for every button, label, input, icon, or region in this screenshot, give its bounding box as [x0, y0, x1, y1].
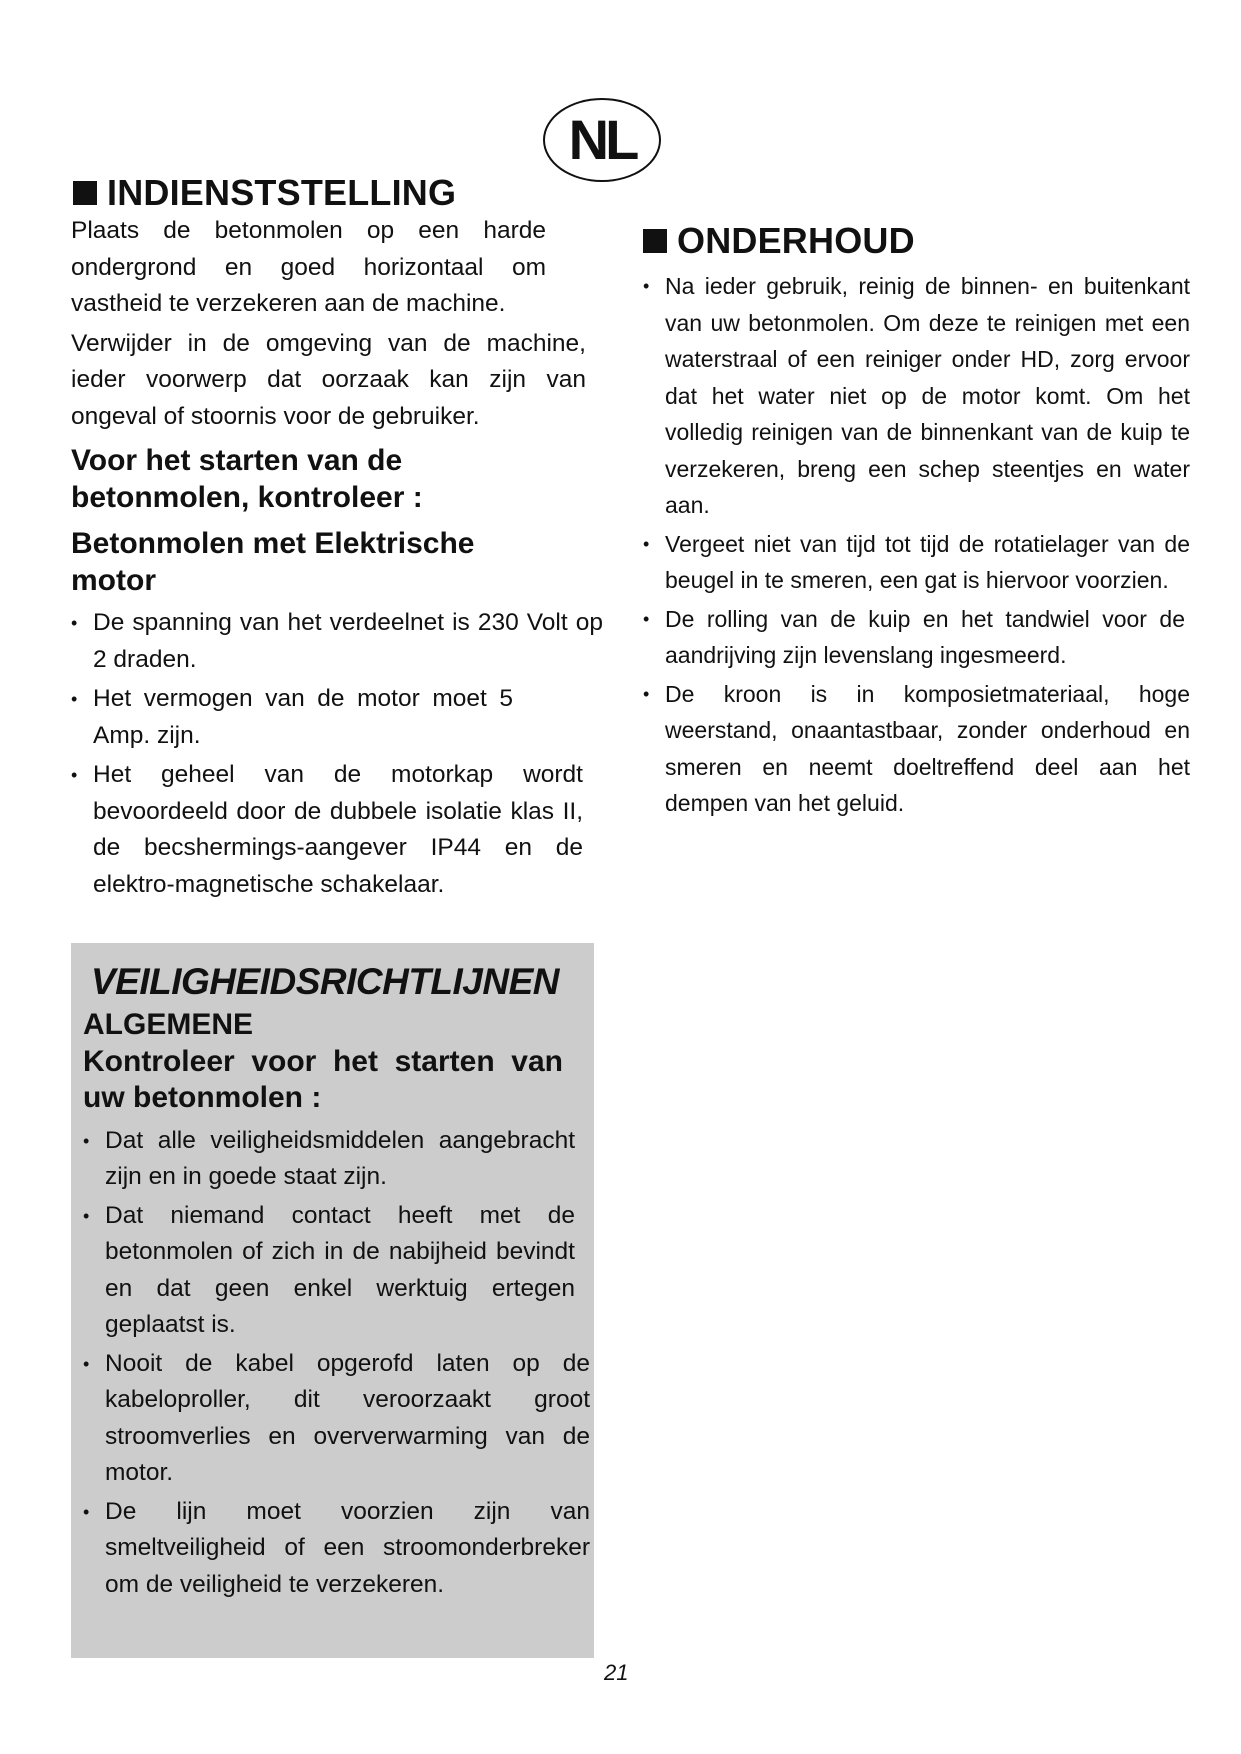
square-bullet-icon: [73, 181, 97, 205]
bullet-item: • Nooit de kabel opgerofd laten op de kabeloproller, dit veroorzaakt groot stroomverlies en oververwarming van de motor.: [83, 1349, 590, 1486]
bullet-item: • De lijn moet voorzien zijn van smeltveiligheid of een stroomonderbreker om de veiligheid te verzekeren.: [83, 1497, 590, 1598]
square-bullet-icon: [643, 229, 667, 253]
safety-title: VEILIGHEIDSRICHTLIJNEN: [91, 961, 559, 1002]
right-column: [643, 268, 1190, 822]
bullet-item: • Dat niemand contact heeft met de betonmolen of zich in de nabijheid bevindt en dat geen enkel werktuig ertegen geplaatst is.: [83, 1201, 575, 1338]
bullet-item: • Dat alle veiligheidsmiddelen aangebracht zijn en in goede staat zijn.: [83, 1126, 575, 1190]
bullet-item: • Vergeet niet van tijd tot tijd de rotatielager van de beugel in te smeren, een gat is hiervoor voorzien.: [643, 530, 1190, 593]
bullet-item: • Na ieder gebruik, reinig de binnen- en buitenkant van uw betonmolen. Om deze te reinigen met een waterstraal of een reiniger onder HD, zorg ervoor dat het water niet op de motor komt. Om het volledig reinigen van de binnenkant van de kuip te verzekeren, breng een schep steentjes en water aan.: [643, 273, 1190, 518]
left-column: [71, 213, 601, 903]
bullet-item: • De rolling van de kuip en het tandwiel voor de aandrijving zijn levenslang ingesmeerd.: [643, 605, 1185, 668]
paragraph: Verwijder in de omgeving van de machine, ieder voorwerp dat oorzaak kan zijn van ongeval of stoornis voor de gebruiker.: [71, 329, 586, 430]
safety-subtitle: ALGEMENE: [83, 1008, 254, 1041]
safety-intro: Kontroleer voor het starten van uw betonmolen :: [83, 1044, 563, 1114]
page-number: 21: [604, 1660, 629, 1685]
paragraph: Plaats de betonmolen op een harde ondergrond en goed horizontaal om vastheid te verzekeren aan de machine.: [71, 217, 546, 317]
heading-onderhoud: [643, 220, 915, 262]
heading-text: INDIENSTSTELLING: [107, 172, 457, 213]
safety-box: [71, 943, 594, 1658]
bullet-item: • De spanning van het verdeelnet is 230 Volt op 2 draden.: [71, 609, 603, 673]
heading-indienststelling: [73, 172, 456, 214]
subheading: Betonmolen met Elektrische motor: [71, 527, 475, 597]
bullet-item: • Het vermogen van de motor moet 5 Amp. zijn.: [71, 685, 513, 749]
heading-text: ONDERHOUD: [677, 220, 915, 261]
subheading: Voor het starten van de betonmolen, kontroleer :: [71, 444, 423, 514]
language-badge: NL: [543, 98, 661, 182]
bullet-item: • Het geheel van de motorkap wordt bevoordeeld door de dubbele isolatie klas II, de becshermings-aangever IP44 en de elektro-magnetische schakelaar.: [71, 761, 583, 898]
bullet-item: • De kroon is in komposietmateriaal, hoge weerstand, onaantastbaar, zonder onderhoud en smeren en neemt doeltreffend deel aan het dempen van het geluid.: [643, 680, 1190, 816]
